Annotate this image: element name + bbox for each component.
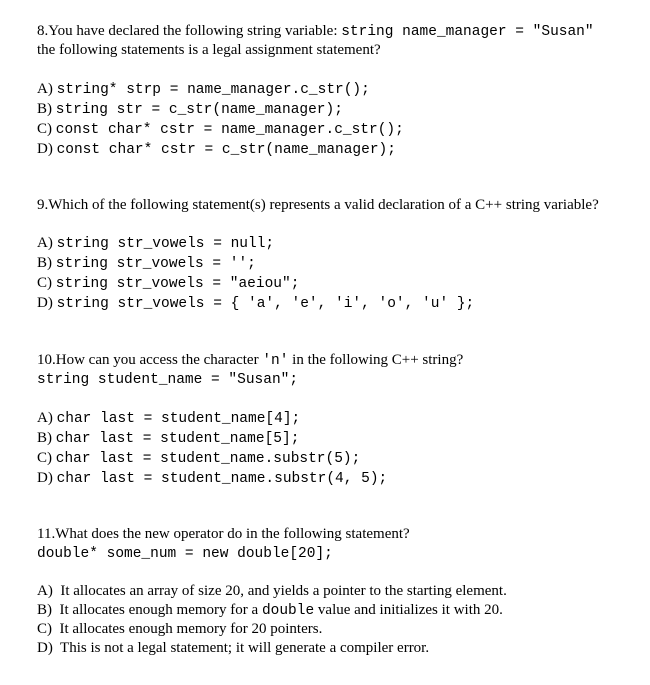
text: B) It allocates enough memory for a [37,602,262,618]
answer-option-c [37,119,404,139]
code-text: const char* cstr = c_str(name_manager); [56,142,396,158]
text: B) [37,255,56,271]
answer-option-b [37,428,299,448]
answer-option-c [37,619,322,639]
answer-option-d [37,638,429,658]
text: D) [37,141,57,157]
question-stem-line [37,524,410,544]
question-stem-line [37,195,599,215]
text: in the following C++ string? [288,352,464,368]
text: 9.Which of the following statement(s) represents a valid declaration of a C++ string variable? [37,197,599,213]
text: the following statements is a legal assignment statement? [37,42,381,58]
text: 8.You have declared the following string variable: [37,23,342,39]
code-text: double* some_num = new double[20]; [37,546,333,562]
code-text: char last = student_name[5]; [55,431,300,447]
text: A) It allocates an array of size 20, and yields a pointer to the starting element. [37,583,507,599]
answer-option-a [37,581,507,601]
text: 11.What does the new operator do in the following statement? [37,526,410,542]
question-stem-line [37,369,298,389]
code-text: string str = c_str(name_manager); [55,102,343,118]
answer-option-b [37,600,503,620]
text: C) [37,275,56,291]
question-stem-line [37,40,381,60]
answer-option-d [37,293,474,313]
text: D) [37,470,57,486]
code-text: string str_vowels = "aeiou"; [55,276,300,292]
text: A) [37,410,57,426]
text: D) [37,295,57,311]
code-text: string str_vowels = ''; [55,256,256,272]
code-text: char last = student_name.substr(5); [55,451,361,467]
answer-option-d [37,139,396,159]
question-stem-line [37,543,333,563]
text: B) [37,430,56,446]
code-text: const char* cstr = name_manager.c_str(); [55,122,404,138]
code-text: string student_name = "Susan"; [37,372,299,388]
answer-option-c [37,273,299,293]
answer-option-a [37,79,370,99]
code-text: string name_manager = "Susan" [341,24,594,40]
answer-option-c [37,448,360,468]
code-text: string* strp = name_manager.c_str(); [56,82,370,98]
answer-option-a [37,408,300,428]
question-stem-line [37,21,594,41]
text: C) It allocates enough memory for 20 pointers. [37,621,323,637]
text: A) [37,81,57,97]
question-stem-line [37,350,463,370]
answer-option-b [37,253,256,273]
code-text: char last = student_name.substr(4, 5); [56,471,388,487]
text: 10.How can you access the character [37,352,263,368]
text: A) [37,235,57,251]
text: value and initializes it with 20. [314,602,503,618]
answer-option-d [37,468,387,488]
answer-option-a [37,233,274,253]
code-text: char last = student_name[4]; [56,411,301,427]
code-text: string str_vowels = null; [56,236,275,252]
answer-option-b [37,99,343,119]
text: C) [37,121,56,137]
text: B) [37,101,56,117]
text: C) [37,450,56,466]
text: D) This is not a legal statement; it will generate a compiler error. [37,640,430,656]
code-text: 'n' [262,353,289,369]
code-text: double [261,603,315,619]
code-text: string str_vowels = { 'a', 'e', 'i', 'o', 'u' }; [56,296,475,312]
